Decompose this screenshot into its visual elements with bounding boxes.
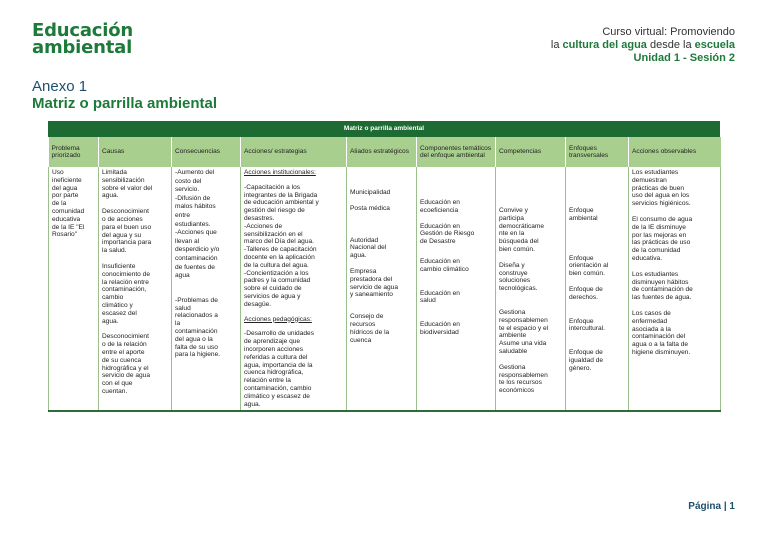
ally-item: Municipalidad — [350, 189, 391, 196]
ally-item: Posta médica — [350, 204, 390, 212]
approach-item: Enfoque ambiental — [569, 207, 598, 222]
component-item: Educación en cambio climático — [420, 257, 469, 273]
component-item: Educación en ecoeficiencia — [420, 199, 460, 214]
cell-allies — [347, 167, 417, 411]
logo — [32, 22, 133, 56]
observable-item: Los casos de enfermedad asociada a la contaminación del agua o a la falta de higiene disminuyen. — [632, 309, 691, 356]
consequence-item: -Aumento del costo del servicio. -Difusión de malos hábitos entre estudiantes. -Acciones que llevan al desperdicio y/o contaminación de fuentes de agua — [175, 169, 220, 280]
actions-institutional-label: Acciones institucionales: — [244, 169, 316, 176]
annex-label: Anexo 1 — [32, 78, 88, 95]
approach-item: Enfoque de derechos. — [569, 285, 603, 301]
col-header: Competencias — [496, 137, 566, 167]
observable-item: El consumo de agua de la IE disminuye por las mejoras en las prácticas de uso de la comunidad educativa. — [632, 215, 693, 262]
consequence-item: -Problemas de salud relacionados a la contaminación del agua o la falta de su uso para la higiene. — [175, 296, 221, 359]
page-number: Página | 1 — [688, 501, 735, 512]
approach-item: Enfoque de igualdad de género. — [569, 349, 604, 372]
ally-item: Consejo de recursos hídricos de la cuenca — [350, 313, 390, 344]
matrix-title: Matriz o parrilla ambiental — [32, 95, 218, 112]
course-line2: la cultura del agua desde la escuela — [550, 39, 735, 51]
logo-line1: Educación — [32, 20, 134, 41]
course-unit: Unidad 1 - Sesión 2 — [633, 52, 735, 64]
col-header: Acciones observables — [629, 137, 721, 167]
col-header: Enfoques transversales — [566, 137, 629, 167]
col-header: Consecuencias — [172, 137, 241, 167]
cause-item: Desconocimient o de acciones para el buen uso del agua y su importancia para la salud. — [102, 208, 152, 255]
col-header: Aliados estratégicos — [347, 137, 417, 167]
col-header: Componentes temáticos del enfoque ambiental — [417, 137, 496, 167]
competency-item: Gestiona responsablemen te el espacio y el ambiente — [499, 308, 549, 340]
competency-item: Diseña y construye soluciones tecnológicas. — [499, 261, 538, 293]
col-header: Problema priorizado — [49, 137, 99, 167]
actions-pedagogical-label: Acciones pedagógicas: — [244, 315, 312, 323]
cell-approaches — [566, 167, 629, 411]
cause-item: Limitada sensibilización sobre el valor del agua. — [102, 169, 153, 200]
actions-institutional: -Capacitación a los integrantes de la Brigada de educación ambiental y gestión del riesgo de desastres. -Acciones de sensibilización en el marco del Día del agua. -Talleres de capacitación docente en la aplicación de la cultura del agua. -Concientización a los padres y la comunidad sobre el cuidado de servicios de agua y desagüe. — [244, 183, 319, 308]
matrix-table-wrapper — [48, 121, 720, 412]
competency-item: Asume una vida saludable — [499, 340, 547, 355]
ally-item: Autoridad Nacional del agua. — [350, 236, 387, 260]
component-item: Educación en Gestión de Riesgo de Desastre — [420, 222, 475, 246]
logo-line2: ambiental — [32, 37, 133, 58]
component-item: Educación en biodiversidad — [420, 321, 460, 336]
competency-item: Gestiona responsablemen te los recursos económicos — [499, 363, 548, 395]
cell-competencies — [496, 167, 566, 411]
cell-actions — [241, 167, 347, 411]
cell-problem — [49, 167, 99, 411]
cause-item: Insuficiente conocimiento de la relación entre contaminación, cambio climático y escasez del agua. — [102, 262, 151, 325]
cause-item: Desconocimient o de la relación entre el aporte de su cuenca hidrográfica y el servicio de agua con el que cuentan. — [102, 333, 151, 395]
cell-causes — [99, 167, 172, 411]
course-line1: Curso virtual: Promoviendo — [602, 26, 735, 38]
course-info — [551, 26, 735, 65]
col-header: Causas — [99, 137, 172, 167]
ally-item: Empresa prestadora del servicio de agua y saneamiento — [350, 267, 399, 299]
cell-consequences — [172, 167, 241, 411]
observable-item: Los estudiantes disminuyen hábitos de contaminación de las fuentes de agua. — [632, 270, 693, 302]
approach-item: Enfoque intercultural. — [569, 317, 605, 333]
cell-components — [417, 167, 496, 411]
cell-observables — [629, 167, 721, 411]
col-header: Acciones/ estrategias — [241, 137, 347, 167]
matrix-table — [48, 137, 721, 412]
table-header-row — [49, 137, 721, 167]
table-title-bar: Matriz o parrilla ambiental — [48, 121, 720, 137]
table-row — [49, 167, 721, 411]
component-item: Educación en salud — [420, 289, 460, 305]
problem-text: Uso ineficiente del agua por parte de la comunidad educativa de la IE "El Rosario" — [52, 169, 85, 239]
competency-item: Convive y participa democráticame nte en la búsqueda del bien común. — [499, 207, 545, 253]
observable-item: Los estudiantes demuestran prácticas de buen uso del agua en los servicios higiénicos. — [632, 169, 691, 208]
actions-pedagogical: -Desarrollo de unidades de aprendizaje que incorporen acciones referidas a cultura del agua, importancia de la cuenca hidrográfica, relación entre la contaminación, cambio climático y escasez de agua. — [244, 330, 315, 408]
approach-item: Enfoque orientación al bien común. — [569, 254, 609, 278]
